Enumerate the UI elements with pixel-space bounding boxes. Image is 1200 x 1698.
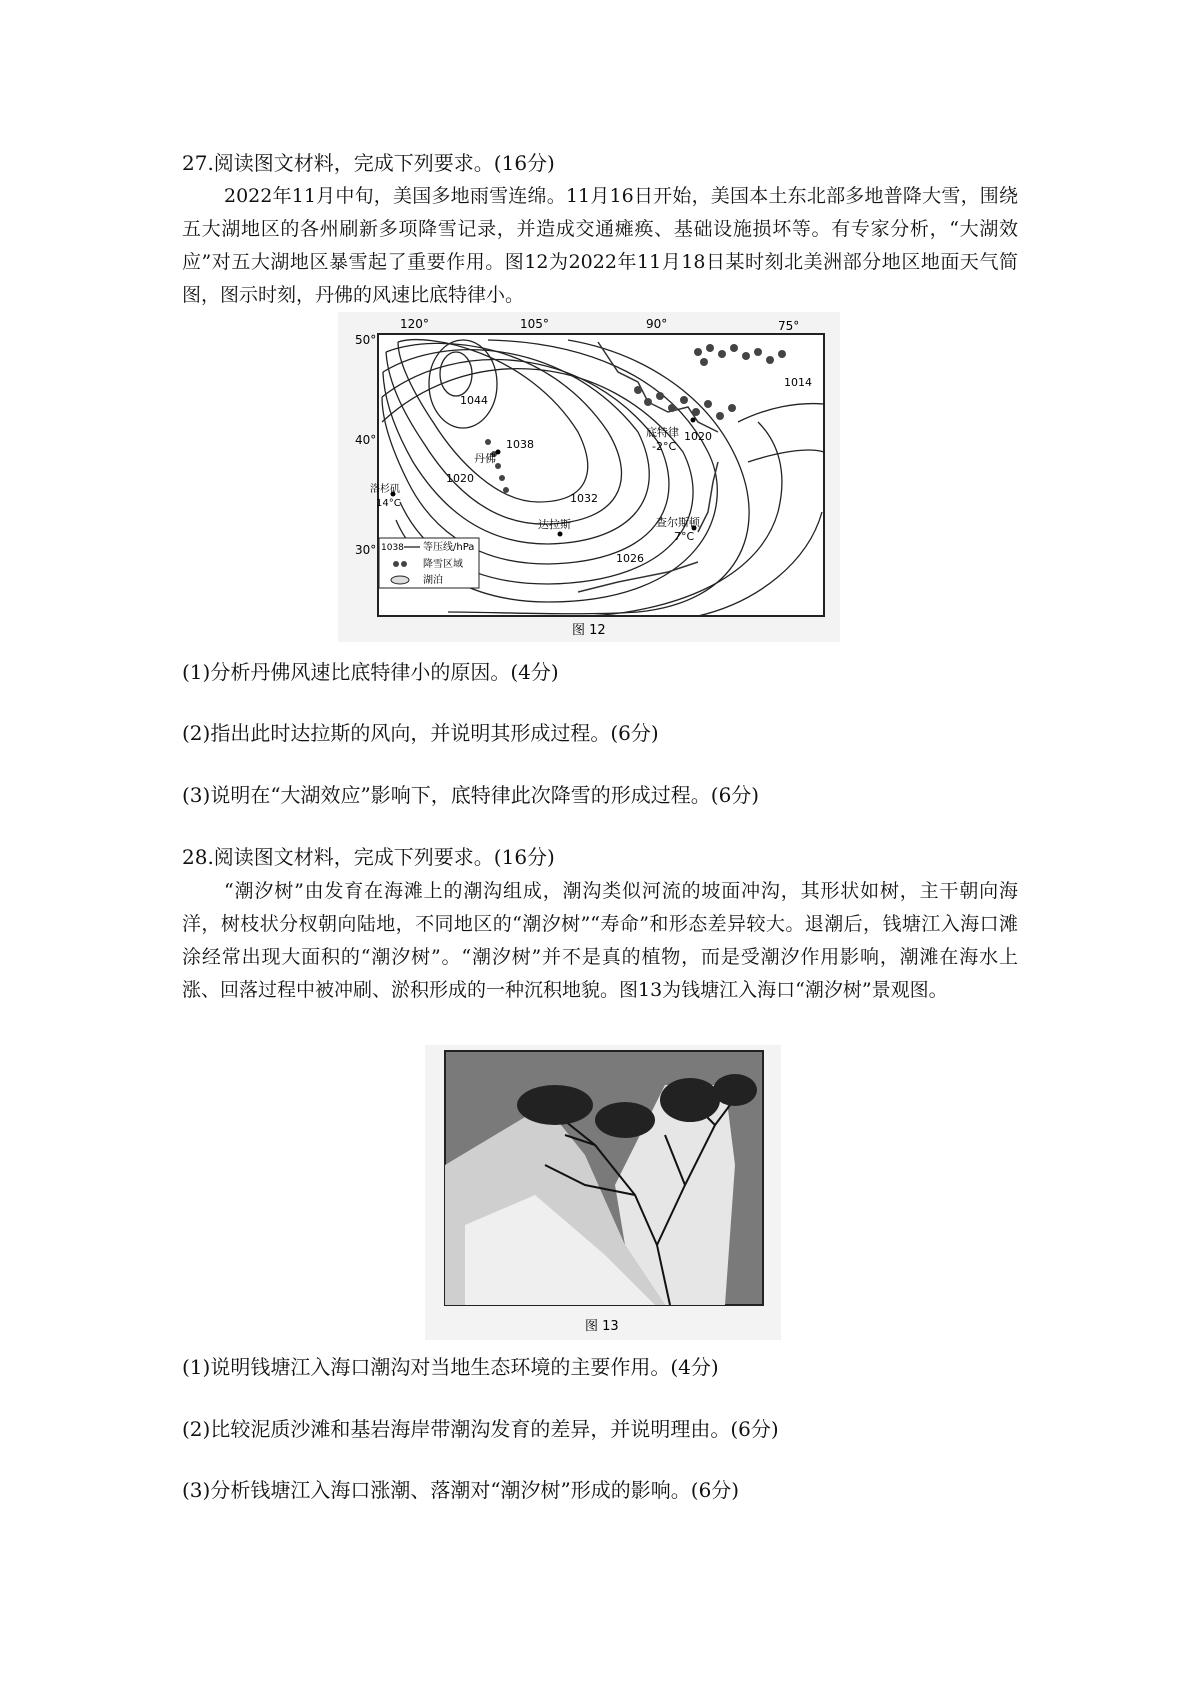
lat-label: 50°	[355, 333, 377, 347]
city-detroit-temp: -2°C	[652, 440, 677, 453]
city-charleston: 查尔斯顿	[656, 516, 700, 529]
lon-label: 75°	[778, 319, 800, 333]
isobar-label: 1020	[446, 472, 474, 485]
city-detroit: 底特律	[646, 426, 679, 439]
lat-label: 40°	[355, 433, 377, 447]
q28-sub1: (1)说明钱塘江入海口潮沟对当地生态环境的主要作用。(4分)	[182, 1355, 719, 1379]
q27-sub1: (1)分析丹佛风速比底特律小的原因。(4分)	[182, 660, 559, 684]
figure-12	[338, 312, 840, 642]
q28-sub3: (3)分析钱塘江入海口涨潮、落潮对“潮汐树”形成的影响。(6分)	[182, 1478, 740, 1502]
figure-13-caption: 图 13	[585, 1319, 619, 1334]
legend-isobar: 等压线/hPa	[423, 542, 475, 553]
city-denver: 丹佛	[474, 452, 496, 465]
q28-title: 28.阅读图文材料，完成下列要求。(16分)	[182, 845, 555, 869]
isobar-label: 1032	[570, 492, 598, 505]
isobar-label: 1026	[616, 552, 644, 565]
lat-label: 30°	[355, 543, 377, 557]
lon-label: 90°	[646, 317, 668, 331]
lon-label: 105°	[520, 317, 549, 331]
q27-sub2: (2)指出此时达拉斯的风向，并说明其形成过程。(6分)	[182, 721, 659, 745]
lon-label: 120°	[400, 317, 429, 331]
tidal-tree-photo	[425, 1045, 781, 1340]
city-west-temp: 14°C	[376, 498, 401, 509]
isobar-label: 1038	[506, 438, 534, 451]
city-charleston-temp: 7°C	[674, 530, 695, 543]
isobar-label: 1014	[784, 376, 812, 389]
q27-sub3: (3)说明在“大湖效应”影响下，底特律此次降雪的形成过程。(6分)	[182, 783, 760, 807]
legend-lake: 湖泊	[423, 575, 443, 586]
isobar-label: 1044	[460, 394, 488, 407]
city-dallas: 达拉斯	[538, 518, 571, 531]
legend-snow: 降雪区域	[423, 559, 463, 570]
figure-12-caption: 图 12	[572, 623, 606, 638]
weather-map	[338, 312, 840, 642]
q28-sub2: (2)比较泥质沙滩和基岩海岸带潮沟发育的差异，并说明理由。(6分)	[182, 1417, 779, 1441]
map-legend	[379, 538, 479, 588]
legend-isobar-value: 1038	[381, 543, 404, 553]
isobar-label: 1020	[684, 430, 712, 443]
city-west: 洛杉矶	[370, 484, 400, 495]
q27-material: 2022年11月中旬，美国多地雨雪连绵。11月16日开始，美国本土东北部多地普降大雪，围绕五大湖地区的各州刷新多项降雪记录，并造成交通瘫痪、基础设施损坏等。有专家分析，“大湖效应”对五大湖地区暴雪起了重要作用。图12为2022年11月18日某时刻北美洲部分地区地面天气简图，图示时刻，丹佛的风速比底特律小。	[182, 185, 1018, 306]
q28-material: “潮汐树”由发育在海滩上的潮沟组成，潮沟类似河流的坡面冲沟，其形状如树，主干朝向海洋，树枝状分杈朝向陆地，不同地区的“潮汐树”“寿命”和形态差异较大。退潮后，钱塘江入海口滩涂经常出现大面积的“潮汐树”。“潮汐树”并不是真的植物，而是受潮汐作用影响，潮滩在海水上涨、回落过程中被冲刷、淤积形成的一种沉积地貌。图13为钱塘江入海口“潮汐树”景观图。	[182, 880, 1018, 1001]
figure-13	[425, 1045, 781, 1340]
q27-title: 27.阅读图文材料，完成下列要求。(16分)	[182, 151, 555, 175]
